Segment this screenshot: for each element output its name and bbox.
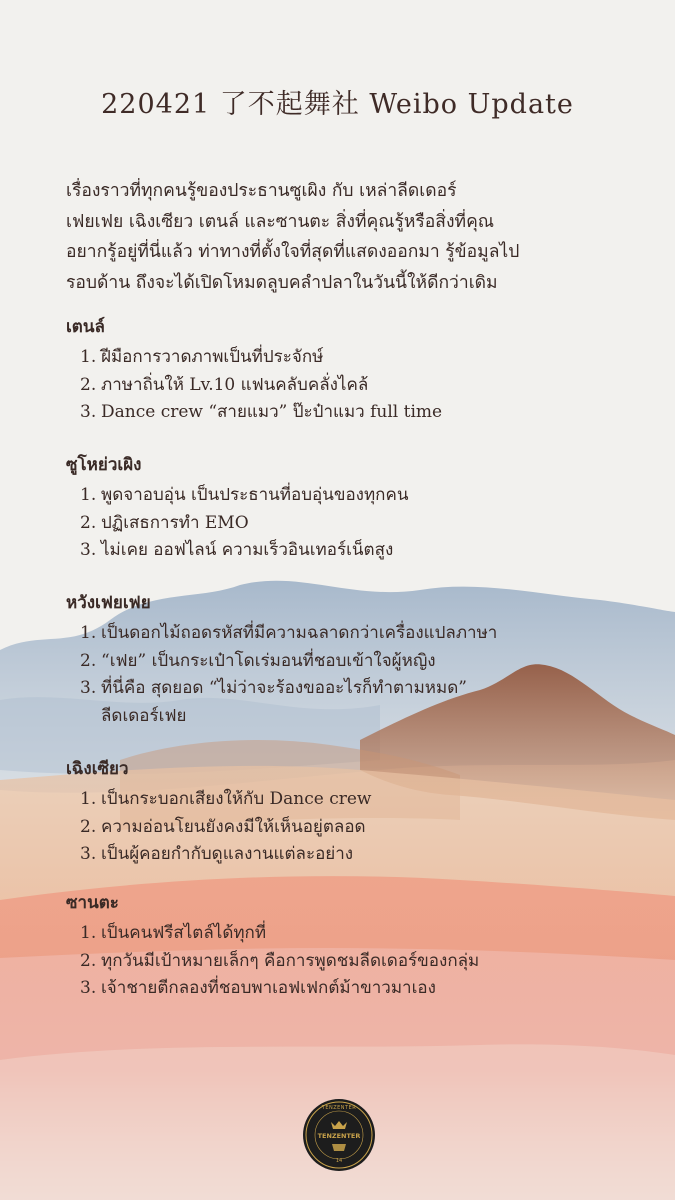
list-number: 1. <box>80 623 97 643</box>
section-heading: เฉิงเซียว <box>66 759 129 779</box>
list-item <box>66 537 636 565</box>
logo-top-text: TENZENTER <box>321 1105 357 1111</box>
list-number: 3. <box>80 678 97 698</box>
list-text: ที่นี่คือ สุดยอด “ไม่ว่าจะร้องขออะไรก็ทำตามหมด” <box>101 678 467 698</box>
section-heading: เตนล์ <box>66 317 105 337</box>
list-item <box>66 372 636 400</box>
section-wang-feifei <box>66 590 636 730</box>
list-text: เป็นผู้คอยกำกับดูแลงานแต่ละอย่าง <box>101 844 354 864</box>
list-item <box>66 510 636 538</box>
section-santa <box>66 890 636 1003</box>
list-item <box>66 814 636 842</box>
section-su-youpeng <box>66 452 636 565</box>
tenzenter-logo <box>302 1098 376 1172</box>
list-number: 2. <box>80 816 97 837</box>
list-item <box>66 786 636 814</box>
list-item <box>66 675 636 730</box>
list-number: 1. <box>80 789 97 809</box>
list-text: Dance crew “สายแมว” ป๊ะป๋าแมว full time <box>101 402 443 422</box>
list-text: เจ้าชายตีกลองที่ชอบพาเอฟเฟกต์ม้าขาวมาเอง <box>101 978 436 998</box>
list-item <box>66 344 636 372</box>
section-list <box>66 620 636 730</box>
intro-line: เฟยเฟย เฉิงเซียว เตนล์ และซานตะ สิ่งที่คุณรู้หรือสิ่งที่คุณ <box>66 211 495 232</box>
list-text: ภาษาถิ่นให้ Lv.10 แฟนคลับคลั่งไคล้ <box>101 374 369 395</box>
list-number: 2. <box>80 374 97 395</box>
list-number: 2. <box>80 650 97 671</box>
intro-paragraph <box>66 176 626 298</box>
list-item <box>66 975 636 1003</box>
list-text: “เฟย” เป็นกระเป๋าโดเร่มอนที่ชอบเข้าใจผู้หญิง <box>101 650 436 671</box>
list-number: 2. <box>80 950 97 971</box>
page-title: 220421 了不起舞社 Weibo Update <box>101 89 574 120</box>
list-text: ปฏิเสธการทำ EMO <box>101 512 249 533</box>
list-item <box>66 620 636 648</box>
list-number: 3. <box>80 844 97 864</box>
list-item <box>66 482 636 510</box>
logo-center-text: TENZENTER <box>317 1132 361 1140</box>
logo-bottom-text: 14 <box>335 1158 343 1164</box>
list-item <box>66 841 636 869</box>
list-number: 2. <box>80 512 97 533</box>
list-text-continued: ลีดเดอร์เฟย <box>101 705 187 726</box>
section-heading: ซานตะ <box>66 893 119 913</box>
section-list <box>66 920 636 1003</box>
list-item <box>66 648 636 676</box>
section-list <box>66 344 636 427</box>
section-list <box>66 786 636 869</box>
section-tenle <box>66 314 636 427</box>
list-number: 3. <box>80 540 97 560</box>
intro-line: เรื่องราวที่ทุกคนรู้ของประธานซูเผิง กับ เหล่าลีดเดอร์ <box>66 181 457 201</box>
list-item <box>66 948 636 976</box>
list-number: 1. <box>80 485 97 505</box>
intro-line: รอบด้าน ถึงจะได้เปิดโหมดลูบคลำปลาในวันนี้ให้ดีกว่าเดิม <box>66 272 498 293</box>
list-number: 1. <box>80 347 97 367</box>
section-list <box>66 482 636 565</box>
list-text: เป็นกระบอกเสียงให้กับ Dance crew <box>101 789 372 809</box>
list-text: เป็นดอกไม้ถอดรหัสที่มีความฉลาดกว่าเครื่องแปลภาษา <box>101 623 498 643</box>
list-text: ไม่เคย ออฟไลน์ ความเร็วอินเทอร์เน็ตสูง <box>101 540 394 560</box>
list-text: ฝีมือการวาดภาพเป็นที่ประจักษ์ <box>101 347 324 367</box>
section-cheng-xiao <box>66 756 636 869</box>
section-heading: ซูโหย่วเผิง <box>66 455 142 475</box>
list-text: พูดจาอบอุ่น เป็นประธานที่อบอุ่นของทุกคน <box>101 485 409 505</box>
list-number: 1. <box>80 923 97 943</box>
list-text: ทุกวันมีเป้าหมายเล็กๆ คือการพูดชมลีดเดอร์ของกลุ่ม <box>101 950 480 971</box>
list-text: เป็นคนฟรีสไตล์ได้ทุกที่ <box>101 923 267 943</box>
list-number: 3. <box>80 978 97 998</box>
list-item <box>66 920 636 948</box>
list-item <box>66 399 636 427</box>
section-heading: หวังเฟยเฟย <box>66 593 151 613</box>
list-text: ความอ่อนโยนยังคงมีให้เห็นอยู่ตลอด <box>101 816 366 837</box>
intro-line: อยากรู้อยู่ที่นี่แล้ว ท่าทางที่ตั้งใจที่สุดที่แสดงออกมา รู้ข้อมูลไป <box>66 242 520 262</box>
list-number: 3. <box>80 402 97 422</box>
